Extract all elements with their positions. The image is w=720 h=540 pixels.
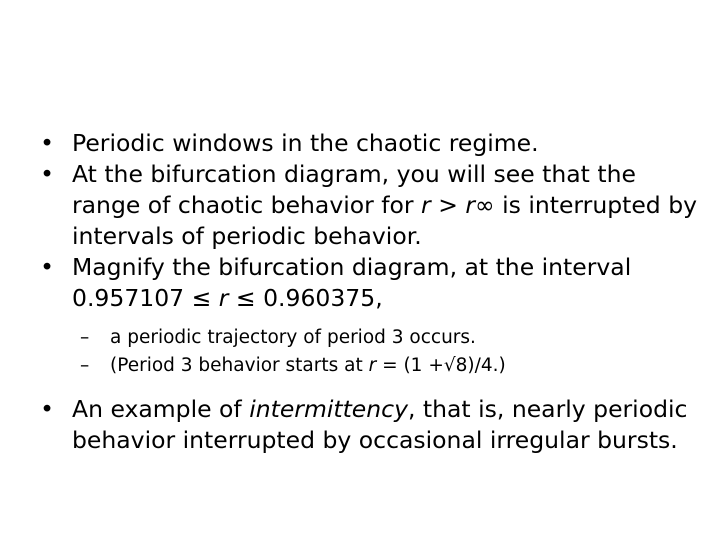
- bullet-text: An example of: [72, 395, 250, 423]
- variable-r: r: [368, 355, 377, 376]
- term-intermittency: intermittency: [249, 395, 408, 423]
- bullet-item: [38, 394, 708, 456]
- bullet-text: Magnify the bifurcation diagram, at the interval 0.957107 ≤: [72, 253, 632, 312]
- bullet-marker: •: [40, 160, 54, 188]
- bullet-item: [38, 252, 708, 314]
- sub-bullet-item: [38, 324, 708, 352]
- bullet-text: is interrupted by intervals of periodic behavior.: [72, 191, 698, 250]
- variable-r: r: [421, 191, 431, 219]
- sub-bullet-text: (Period 3 behavior starts at: [110, 355, 369, 376]
- bullet-marker: •: [40, 253, 54, 281]
- bullet-text: , that is, nearly periodic behavior interrupted by occasional irregular bursts.: [72, 395, 688, 454]
- bullet-text: >: [430, 191, 466, 219]
- spacer: [38, 380, 708, 394]
- variable-r: r: [218, 284, 229, 312]
- bullet-marker: •: [40, 129, 54, 157]
- sub-bullet-item: [38, 352, 708, 380]
- variable-r-infinity: r∞: [465, 191, 495, 219]
- bullet-item: [38, 128, 708, 159]
- bullet-text: At the bifurcation diagram, you will see that the range of chaotic behavior for: [72, 160, 636, 219]
- sub-bullet-text: a periodic trajectory of period 3 occurs.: [110, 327, 476, 348]
- dash-marker: –: [80, 327, 90, 348]
- bullet-text: Periodic windows in the chaotic regime.: [72, 129, 539, 157]
- bullet-marker: •: [40, 395, 54, 423]
- bullet-text: ≤ 0.960375,: [228, 284, 383, 312]
- sub-bullet-text: = (1 +√8)/4.): [376, 355, 506, 376]
- slide-content: [38, 128, 708, 456]
- bullet-item: [38, 159, 708, 252]
- dash-marker: –: [80, 355, 90, 376]
- spacer: [38, 314, 708, 324]
